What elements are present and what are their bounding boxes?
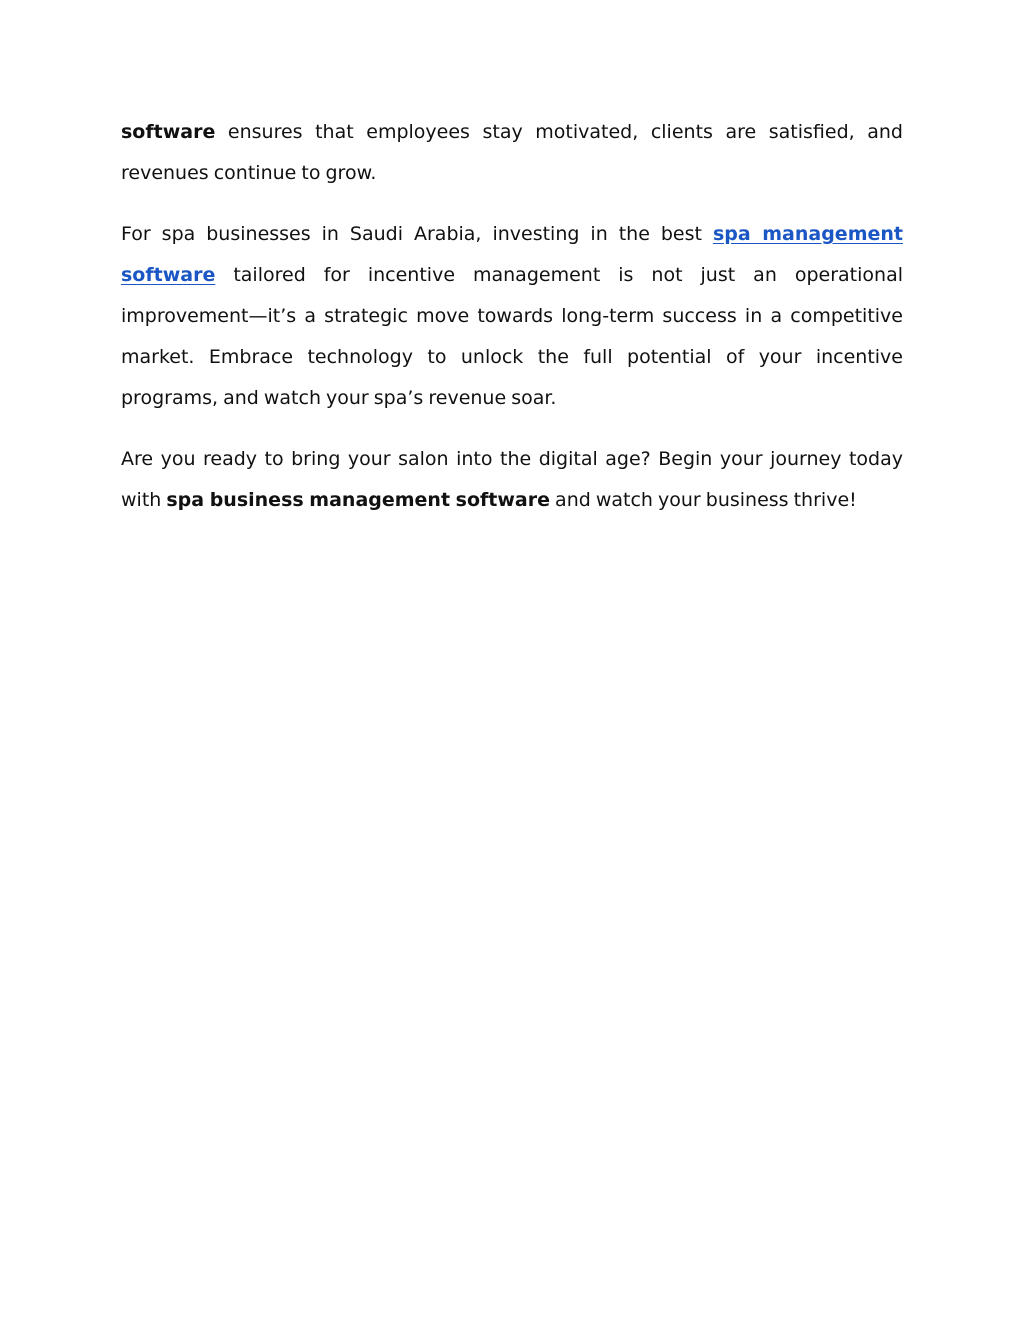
bold-term-spa-business-management-software: spa business management software xyxy=(166,489,551,511)
paragraph-3-ending: and watch your business thrive! xyxy=(550,489,857,511)
paragraph-1-text: ensures that employees stay motivated, clients are satisfied, and revenues continue to grow. xyxy=(121,121,903,184)
paragraph-saudi-arabia-investment xyxy=(121,214,903,419)
bold-term-software: software xyxy=(121,121,216,143)
paragraph-2-intro: For spa businesses in Saudi Arabia, investing in the best xyxy=(121,223,713,245)
paragraph-software-benefits xyxy=(121,112,903,194)
spa-management-software-link[interactable]: spa management software xyxy=(121,223,903,286)
paragraph-3-intro: Are you ready to bring your salon into the digital age? Begin your journey today with xyxy=(121,448,903,511)
document-page xyxy=(121,112,903,541)
paragraph-call-to-action xyxy=(121,439,903,521)
paragraph-2-text: tailored for incentive management is not just an operational improvement—it’s a strategic move towards long-term success in a competitive market. Embrace technology to unlock the full potential of your incentive programs, and watch your spa’s revenue soar. xyxy=(121,264,903,409)
